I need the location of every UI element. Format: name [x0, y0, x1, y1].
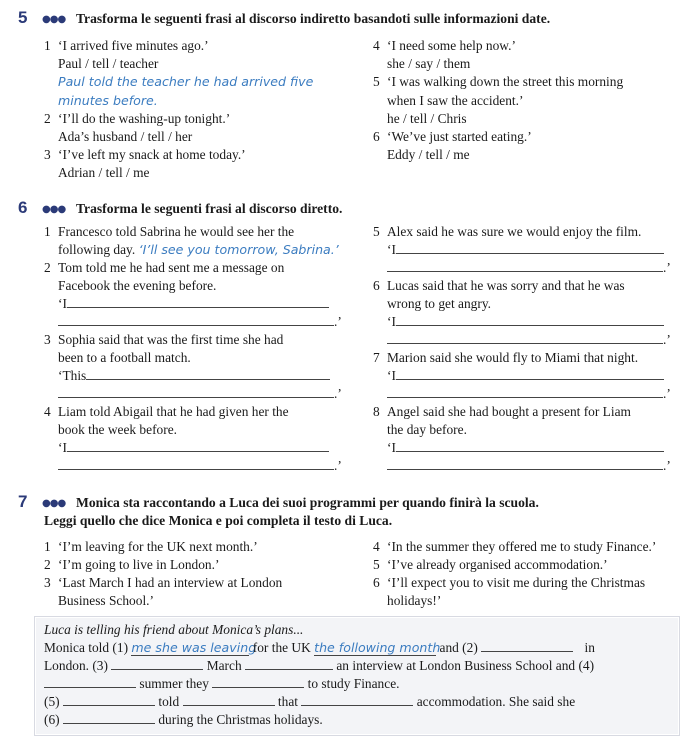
quote-end: .’ — [334, 386, 342, 401]
ex6-item-6 — [373, 278, 625, 294]
answer-line[interactable] — [58, 469, 334, 470]
box-text: (5) — [44, 694, 60, 709]
answer-line[interactable] — [396, 325, 664, 326]
exercise-7-title-line2: Leggi quello che dice Monica e poi completa il testo di Luca. — [44, 513, 393, 528]
item-number: 6 — [373, 278, 380, 293]
box-text: Monica told (1) — [44, 640, 129, 655]
answer-line[interactable] — [396, 253, 664, 254]
ex7-item-3-line2: Business School.’ — [58, 593, 154, 608]
item-number: 6 — [373, 575, 380, 590]
ex5-example-answer-line2: minutes before. — [58, 93, 158, 108]
item-text: Sophia said that was the first time she had — [58, 332, 284, 347]
exercise-5-number: 5 — [18, 8, 28, 27]
item-number: 7 — [373, 350, 380, 365]
ex5-item-1-prompt: Paul / tell / teacher — [58, 56, 159, 71]
answer-4b-field[interactable] — [212, 676, 304, 688]
answer-3-field[interactable] — [111, 658, 203, 670]
ex5-item-6-prompt: Eddy / tell / me — [387, 147, 470, 162]
quote-end: .’ — [663, 332, 671, 347]
answer-line[interactable] — [67, 307, 329, 308]
quote-start: ‘This — [58, 368, 87, 383]
item-number: 1 — [44, 224, 51, 239]
difficulty-dots-icon: ●●● — [42, 498, 66, 509]
box-line-3 — [44, 676, 400, 692]
ex5-item-3 — [44, 147, 246, 163]
answer-line[interactable] — [86, 379, 330, 380]
item-quote: ‘I’ve left my snack at home today.’ — [58, 147, 246, 162]
answer-4-field[interactable] — [44, 676, 136, 688]
quote-start: ‘I — [387, 440, 396, 455]
item-text: Angel said she had bought a present for Liam — [387, 404, 631, 419]
answer-3b-field[interactable] — [245, 658, 333, 670]
ex6-item-7-answer-start — [387, 368, 664, 384]
box-text: March — [206, 658, 242, 673]
item-number: 3 — [44, 147, 51, 162]
ex7-item-2 — [44, 557, 219, 573]
answer-5-field[interactable] — [63, 694, 155, 706]
item-number: 2 — [44, 557, 51, 572]
exercise-5-title: Trasforma le seguenti frasi al discorso indiretto basandoti sulle informazioni date. — [76, 11, 551, 26]
ex5-example-answer-line1: Paul told the teacher he had arrived five — [58, 74, 314, 89]
answer-6-field[interactable] — [63, 712, 155, 724]
ex5-item-5-quote-line2: when I saw the accident.’ — [387, 93, 524, 108]
ex5-item-4 — [373, 38, 516, 54]
item-quote: ‘I arrived five minutes ago.’ — [58, 38, 209, 53]
ex5-item-2 — [44, 111, 230, 127]
ex6-item-2-answer-start — [58, 296, 329, 312]
exercise-7-number: 7 — [18, 492, 28, 511]
ex6-item-2-answer-end — [58, 314, 342, 330]
ex6-item-1-line2 — [58, 242, 339, 258]
ex6-item-8 — [373, 404, 631, 420]
ex6-item-6-answer-start — [387, 314, 664, 330]
ex6-item-8-answer-start — [387, 440, 664, 456]
answer-line[interactable] — [67, 451, 329, 452]
ex6-item-6-line2: wrong to get angry. — [387, 296, 491, 311]
ex6-item-7 — [373, 350, 638, 366]
ex5-item-6 — [373, 129, 532, 145]
ex5-item-1 — [44, 38, 209, 54]
item-quote: ‘I’ll expect you to visit me during the Christmas — [387, 575, 646, 590]
item-quote: ‘I’ve already organised accommodation.’ — [387, 557, 608, 572]
ex6-item-3-answer-end — [58, 386, 342, 402]
quote-end: .’ — [334, 314, 342, 329]
box-line-4 — [44, 694, 575, 710]
quote-end: .’ — [334, 458, 342, 473]
answer-2-field[interactable] — [481, 640, 573, 652]
item-number: 2 — [44, 111, 51, 126]
exercise-6-number: 6 — [18, 198, 28, 217]
ex6-item-3-line2: been to a football match. — [58, 350, 191, 365]
ex6-item-4-line2: book the week before. — [58, 422, 177, 437]
ex5-item-4-prompt: she / say / them — [387, 56, 471, 71]
quote-end: .’ — [663, 386, 671, 401]
answer-line[interactable] — [396, 379, 664, 380]
difficulty-dots-icon: ●●● — [42, 204, 66, 215]
box-text: an interview at London Business School and (4) — [336, 658, 595, 673]
ex6-item-6-answer-end — [387, 332, 671, 348]
exercise-7-title-line1: Monica sta raccontando a Luca dei suoi programmi per quando finirà la scuola. — [76, 495, 539, 510]
item-number: 5 — [373, 74, 380, 89]
box-text: London. (3) — [44, 658, 108, 673]
answer-line[interactable] — [396, 451, 664, 452]
item-quote: ‘Last March I had an interview at London — [58, 575, 283, 590]
item-text: Marion said she would fly to Miami that night. — [387, 350, 639, 365]
quote-start: ‘I — [387, 368, 396, 383]
ex7-item-5 — [373, 557, 608, 573]
quote-end: .’ — [663, 260, 671, 275]
ex6-item-5-answer-end — [387, 260, 671, 276]
item-number: 3 — [44, 575, 51, 590]
box-heading: Luca is telling his friend about Monica’s plans... — [44, 622, 304, 637]
quote-end: .’ — [663, 458, 671, 473]
ex6-item-8-line2: the day before. — [387, 422, 467, 437]
ex7-item-6-line2: holidays!’ — [387, 593, 442, 608]
answer-line[interactable] — [58, 325, 334, 326]
box-text: and (2) — [439, 640, 478, 655]
exercise-6-title: Trasforma le seguenti frasi al discorso diretto. — [76, 201, 343, 216]
box-line-5 — [44, 712, 323, 728]
ex7-item-4 — [373, 539, 656, 555]
ex6-item-8-answer-end — [387, 458, 671, 474]
ex5-item-5-prompt: he / tell / Chris — [387, 111, 467, 126]
item-text: Lucas said that he was sorry and that he was — [387, 278, 625, 293]
quote-start: ‘I — [58, 296, 67, 311]
item-quote: ‘In the summer they offered me to study Finance.’ — [387, 539, 657, 554]
box-text: in — [584, 640, 595, 655]
item-number: 4 — [373, 38, 380, 53]
item-number: 6 — [373, 129, 380, 144]
item-quote: ‘We’ve just started eating.’ — [387, 129, 532, 144]
answer-line[interactable] — [387, 271, 663, 272]
ex7-item-1 — [44, 539, 258, 555]
answer-line[interactable] — [387, 469, 663, 470]
ex6-item-4-answer-end — [58, 458, 342, 474]
box-text: for the UK — [252, 640, 311, 655]
quote-start: ‘I — [387, 242, 396, 257]
answer-line[interactable] — [387, 343, 663, 344]
item-text: Francesco told Sabrina he would see her the — [58, 224, 295, 239]
item-number: 2 — [44, 260, 51, 275]
item-quote: ‘I need some help now.’ — [387, 38, 516, 53]
item-text: Alex said he was sure we would enjoy the film. — [387, 224, 642, 239]
quote-start: ‘I — [58, 440, 67, 455]
ex6-item-5-answer-start — [387, 242, 664, 258]
item-number: 4 — [44, 404, 51, 419]
answer-following-field[interactable] — [314, 640, 441, 656]
difficulty-dots-icon: ●●● — [42, 14, 66, 25]
item-number: 5 — [373, 224, 380, 239]
item-number: 4 — [373, 539, 380, 554]
box-text: summer they — [139, 676, 209, 691]
answer-1-text: me she was leaving — [131, 640, 257, 655]
answer-line[interactable] — [58, 397, 334, 398]
ex5-item-2-prompt: Ada’s husband / tell / her — [58, 129, 193, 144]
ex6-item-1 — [44, 224, 294, 240]
item-number: 1 — [44, 38, 51, 53]
item-quote: ‘I was walking down the street this morning — [387, 74, 624, 89]
box-text: (6) — [44, 712, 60, 727]
ex6-item-3-answer-start — [58, 368, 330, 384]
item-number: 8 — [373, 404, 380, 419]
ex6-item-4 — [44, 404, 289, 420]
answer-1-field[interactable] — [131, 640, 257, 656]
item-quote: ‘I’m going to live in London.’ — [58, 557, 220, 572]
box-line-2 — [44, 658, 594, 674]
ex7-item-6 — [373, 575, 645, 591]
ex6-item-5 — [373, 224, 641, 240]
answer-5b-field[interactable] — [183, 694, 275, 706]
item-quote: ‘I’ll do the washing-up tonight.’ — [58, 111, 231, 126]
box-text: to study Finance. — [307, 676, 400, 691]
item-number: 3 — [44, 332, 51, 347]
box-text: that — [277, 694, 298, 709]
ex6-item-7-answer-end — [387, 386, 671, 402]
ex5-item-3-prompt: Adrian / tell / me — [58, 165, 150, 180]
item-number: 1 — [44, 539, 51, 554]
item-text: Tom told me he had sent me a message on — [58, 260, 285, 275]
item-text: Liam told Abigail that he had given her the — [58, 404, 289, 419]
ex6-item-4-answer-start — [58, 440, 329, 456]
item-number: 5 — [373, 557, 380, 572]
box-text: during the Christmas holidays. — [158, 712, 323, 727]
item-text: following day. — [58, 242, 136, 257]
ex7-item-3 — [44, 575, 282, 591]
quote-start: ‘I — [387, 314, 396, 329]
answer-5c-field[interactable] — [301, 694, 413, 706]
box-line-1 — [44, 640, 595, 656]
item-quote: ‘I’m leaving for the UK next month.’ — [58, 539, 258, 554]
ex5-item-5 — [373, 74, 623, 90]
ex6-example-answer: ‘I’ll see you tomorrow, Sabrina.’ — [138, 242, 339, 257]
ex6-item-2-line2: Facebook the evening before. — [58, 278, 217, 293]
box-text: told — [158, 694, 180, 709]
ex6-item-3 — [44, 332, 283, 348]
ex6-item-2 — [44, 260, 284, 276]
answer-line[interactable] — [387, 397, 663, 398]
answer-following-text: the following month — [314, 640, 441, 655]
box-text: accommodation. She said she — [416, 694, 576, 709]
